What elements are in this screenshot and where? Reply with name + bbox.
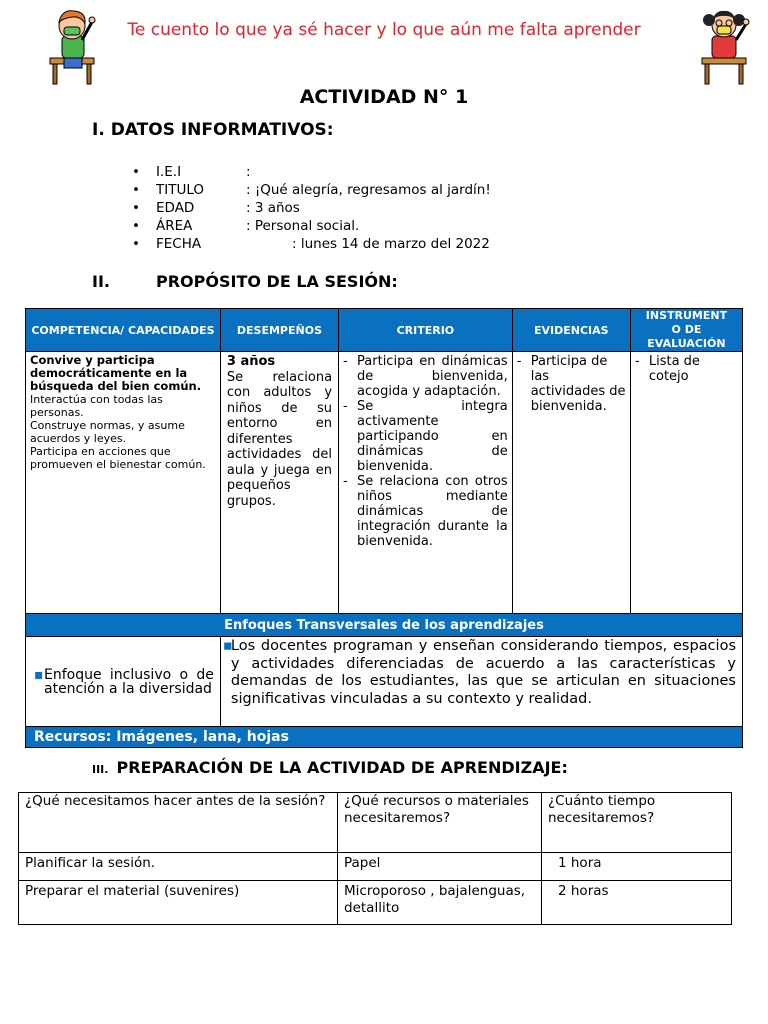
capacidad-item: Interactúa con todas las personas. (30, 393, 163, 419)
bullet-icon: ▪ (34, 666, 44, 683)
column-header: ¿Cuánto tiempo necesitaremos? (542, 793, 732, 853)
datos-label: FECHA (156, 236, 202, 252)
table-row (19, 853, 732, 881)
recursos-text: Recursos: Imágenes, lana, hojas (26, 727, 743, 748)
competencia-cell (26, 352, 221, 614)
enfoque-item (34, 668, 214, 696)
table-cell: Microporoso , bajalenguas, detallito (338, 881, 542, 925)
datos-value: : ¡Qué alegría, regresamos al jardín! (246, 182, 491, 198)
bullet-icon: • (132, 200, 140, 216)
criterio-cell (339, 352, 513, 614)
bullet-icon: • (132, 164, 140, 180)
datos-value: : (246, 164, 251, 180)
bullet-icon: ▪ (222, 638, 233, 654)
enfoque-desc: Los docentes programan y enseñan considerando tiempos, espacios y actividades diferenciadas de acuerdo a las características y demandas de los estudiantes, las que se articulan en situaciones significativas vinculadas a su contexto y realidad. (230, 638, 736, 707)
enfoque-desc-item (223, 638, 736, 708)
datos-value: : Personal social. (246, 218, 360, 234)
desempeno-cell (220, 352, 338, 614)
proposito-table (25, 308, 743, 748)
capacidad-item: Construye normas, y asume acuerdos y leyes. (30, 419, 185, 445)
desempeno-text: Se relaciona con adultos y niños de su entorno en diferentes actividades del aula y juega en pequeños grupos. (226, 369, 333, 509)
enfoques-heading-row (26, 614, 743, 637)
header-line: O DE (671, 323, 702, 336)
enfoque-name-cell (26, 637, 221, 727)
column-header: ¿Qué recursos o materiales necesitaremos? (338, 793, 542, 853)
datos-value: : lunes 14 de marzo del 2022 (292, 236, 490, 252)
column-header: COMPETENCIA/ CAPACIDADES (26, 309, 221, 352)
column-header: ¿Qué necesitamos hacer antes de la sesión? (19, 793, 338, 853)
enfoques-heading: Enfoques Transversales de los aprendizajes (26, 614, 743, 637)
section-numeral-ii: II. (92, 272, 110, 291)
bullet-icon: • (132, 218, 140, 234)
evidencia-item: - Participa de las actividades de bienvenida. (516, 354, 626, 414)
table-row (26, 637, 743, 727)
section-heading-datos: I. DATOS INFORMATIVOS: (92, 120, 334, 140)
section-numeral-iii: III. (92, 763, 109, 776)
datos-value: : 3 años (246, 200, 300, 216)
header-line: EVALUACIÓN (647, 337, 726, 350)
criterio-item: - Se relaciona con otros niños mediante dinámicas de integración durante la bienvenida. (343, 474, 508, 549)
table-cell: Planificar la sesión. (19, 853, 338, 881)
criterio-text: Se relaciona con otros niños mediante dinámicas de integración durante la bienvenida. (357, 474, 508, 549)
section-heading-text: PREPARACIÓN DE LA ACTIVIDAD DE APRENDIZAJE: (116, 758, 568, 777)
section-heading-proposito: PROPÓSITO DE LA SESIÓN: (156, 272, 398, 291)
datos-label: ÁREA (156, 218, 193, 234)
criterio-item: - Se integra activamente participando en dinámicas de bienvenida. (343, 399, 508, 474)
competencia-title: Convive y participa democráticamente en la búsqueda del bien común. (30, 353, 202, 393)
datos-label: TITULO (156, 182, 205, 198)
criterio-text: Se integra activamente participando en dinámicas de bienvenida. (357, 399, 508, 474)
table-cell: 2 horas (542, 881, 732, 925)
desempeno-age: 3 años (226, 354, 276, 369)
evidencia-cell (512, 352, 630, 614)
instrumento-cell (630, 352, 742, 614)
page-title: ACTIVIDAD N° 1 (299, 86, 469, 108)
datos-label: I.E.I (156, 164, 182, 180)
bullet-icon: • (132, 236, 140, 252)
instrumento-text: Lista de cotejo (648, 354, 700, 384)
enfoque-name: Enfoque inclusivo o de atención a la diversidad (44, 666, 214, 697)
evidencia-text: Participa de las actividades de bienvenida. (530, 354, 626, 414)
criterio-item: - Participa en dinámicas de bienvenida, acogida y adaptación. (343, 354, 508, 399)
criterio-text: Participa en dinámicas de bienvenida, acogida y adaptación. (357, 354, 508, 399)
girl-student-illustration (694, 6, 754, 86)
column-header: EVIDENCIAS (512, 309, 630, 352)
header-line: INSTRUMENT (645, 309, 728, 322)
table-cell: Preparar el material (suvenires) (19, 881, 338, 925)
preparacion-table (18, 792, 732, 925)
capacidad-item: Participa en acciones que promueven el bienestar común. (30, 445, 206, 471)
column-header: CRITERIO (339, 309, 513, 352)
instrumento-item: - Lista de cotejo (635, 354, 738, 384)
recursos-row (26, 727, 743, 748)
datos-label: EDAD (156, 200, 195, 216)
enfoque-desc-cell (220, 637, 742, 727)
column-header: DESEMPEÑOS (220, 309, 338, 352)
table-header-row (19, 793, 732, 853)
bullet-icon: • (132, 182, 140, 198)
table-row (26, 352, 743, 614)
table-row (19, 881, 732, 925)
section-heading-preparacion (92, 758, 568, 777)
table-cell: Papel (338, 853, 542, 881)
table-header-row (26, 309, 743, 352)
table-cell: 1 hora (542, 853, 732, 881)
banner-text: Te cuento lo que ya sé hacer y lo que aún me falta aprender (127, 20, 641, 40)
column-header-instrumento (630, 309, 742, 352)
boy-student-illustration (42, 6, 102, 86)
